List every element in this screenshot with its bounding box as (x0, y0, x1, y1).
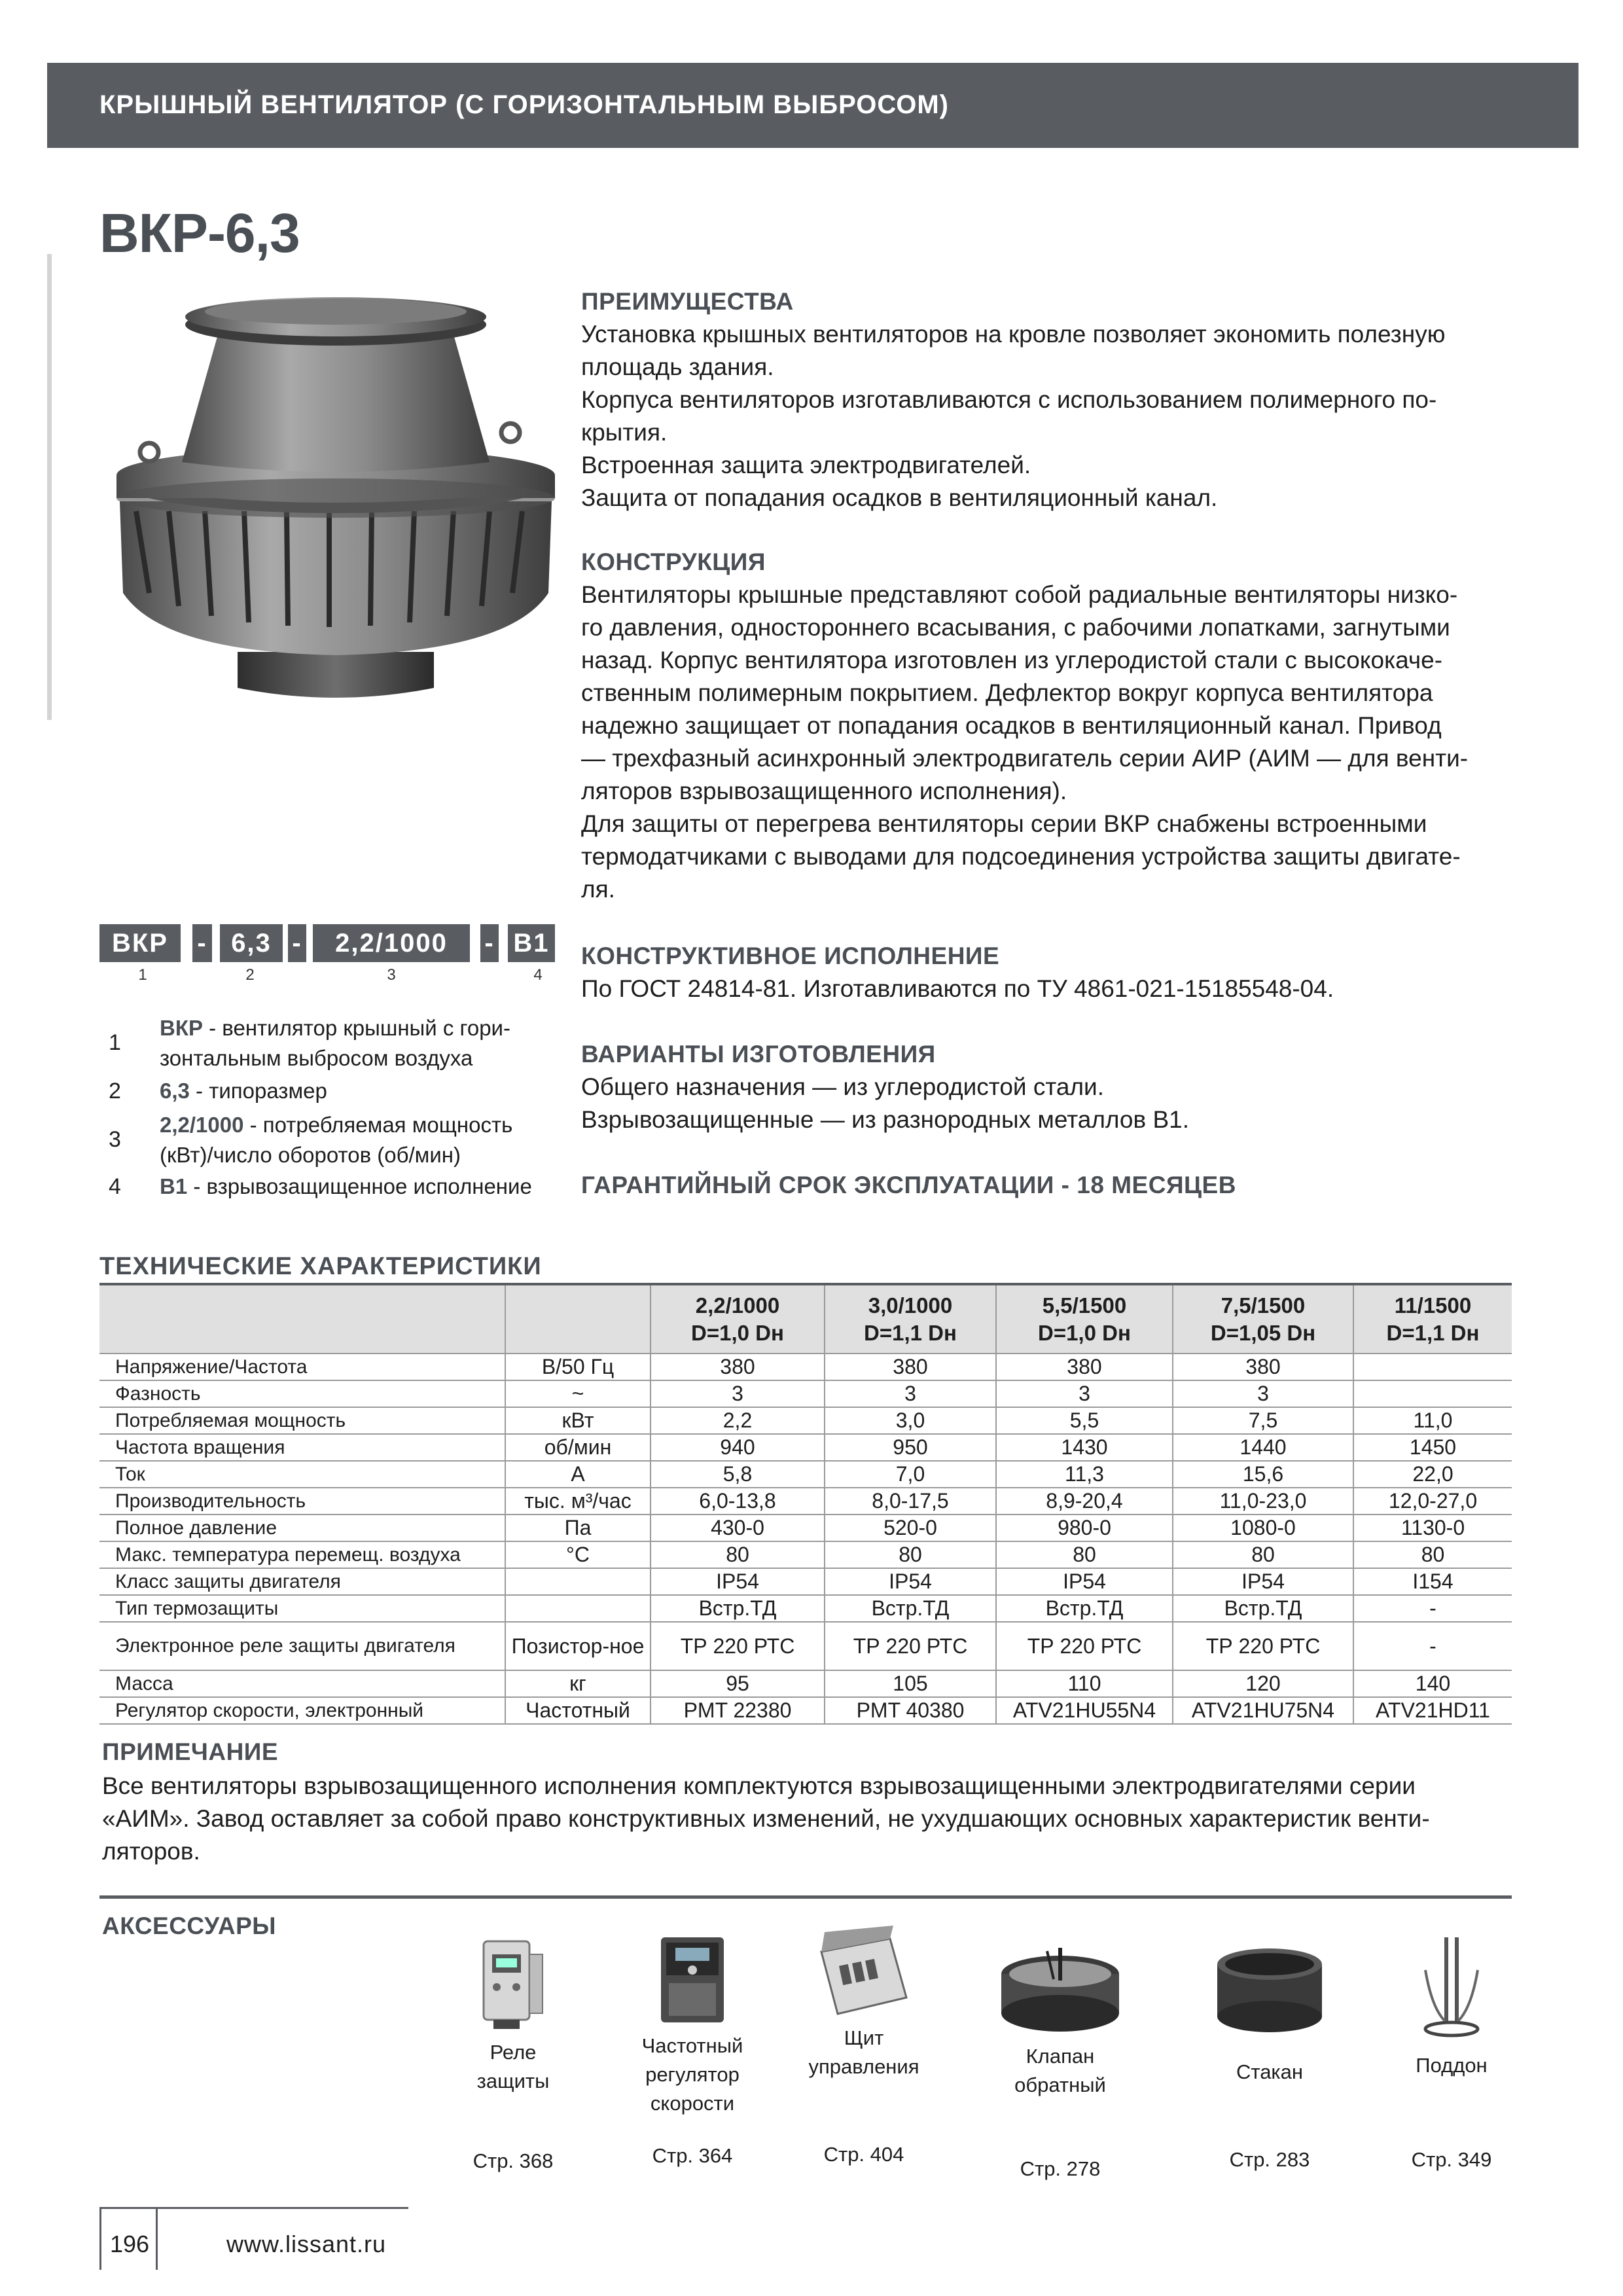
tech-value-cell: ТР 220 РТС (651, 1622, 825, 1670)
tech-value-cell: 80 (1353, 1541, 1512, 1568)
tech-value-cell: ATV21HD11 (1353, 1697, 1512, 1724)
tech-value-cell: ATV21HU55N4 (996, 1697, 1173, 1724)
advantages-heading: ПРЕИМУЩЕСТВА (581, 288, 794, 315)
accessory-label: Щит (844, 2026, 884, 2049)
tech-param-name: Масса (99, 1670, 505, 1697)
tech-param-name: Полное давление (99, 1515, 505, 1541)
tech-param-name: Потребляемая мощность (99, 1407, 505, 1434)
code-dash: - (480, 924, 499, 962)
legend-desc: - вентилятор крышный с гори- (202, 1016, 510, 1040)
tech-param-unit: °С (505, 1541, 651, 1568)
code-number: 4 (533, 966, 543, 984)
tech-value-cell: IP54 (996, 1568, 1173, 1595)
tech-param-unit: тыс. м³/час (505, 1488, 651, 1515)
tech-value-cell: 80 (1173, 1541, 1353, 1568)
tech-row (99, 1595, 1512, 1622)
header-band (47, 63, 1578, 148)
tech-row (99, 1622, 1512, 1670)
tech-param-unit: Па (505, 1515, 651, 1541)
legend-number: 3 (109, 1127, 121, 1152)
legend-key: ВКР (160, 1016, 203, 1040)
variants-text (581, 1071, 1530, 1136)
tech-value-cell: 980-0 (996, 1515, 1173, 1541)
code-number: 2 (245, 966, 255, 984)
tech-value-cell: PMT 40380 (825, 1697, 996, 1724)
tech-value-cell: 3,0 (825, 1407, 996, 1434)
warranty-heading: ГАРАНТИЙНЫЙ СРОК ЭКСПЛУАТАЦИИ - 18 МЕСЯЦЕВ (581, 1172, 1236, 1198)
tech-value-cell: - (1353, 1595, 1512, 1622)
variants-heading: ВАРИАНТЫ ИЗГОТОВЛЕНИЯ (581, 1041, 936, 1067)
construction-line: Вентиляторы крышные представляют собой радиальные вентиляторы низко- (581, 581, 1458, 608)
tech-param-name: Тип термозащиты (99, 1595, 505, 1622)
accessory-page: Стр. 364 (652, 2144, 733, 2167)
code-part-size: 6,3 (220, 924, 283, 962)
tech-row (99, 1515, 1512, 1541)
tech-value-cell: 2,2 (651, 1407, 825, 1434)
tech-value-cell: 80 (996, 1541, 1173, 1568)
tech-column-header: 7,5/1500 D=1,05 Dн (1173, 1284, 1353, 1354)
tech-value-cell: 15,6 (1173, 1461, 1353, 1488)
advantages-line: Встроенная защита электродвигателей. (581, 452, 1031, 478)
code-part-power: 2,2/1000 (313, 924, 470, 962)
mounting-cup-icon (1204, 1941, 1335, 2039)
tech-row (99, 1461, 1512, 1488)
design-heading: КОНСТРУКТИВНОЕ ИСПОЛНЕНИЕ (581, 942, 1000, 969)
variants-line: Взрывозащищенные — из разнородных металлов В1. (581, 1106, 1189, 1133)
tech-param-unit: ~ (505, 1380, 651, 1407)
legend-desc: - типоразмер (189, 1079, 327, 1103)
code-number: 1 (138, 966, 147, 984)
construction-line: назад. Корпус вентилятора изготовлен из углеродистой стали с высококаче- (581, 647, 1443, 673)
tech-value-cell: Встр.ТД (651, 1595, 825, 1622)
tech-value-cell: ТР 220 РТС (996, 1622, 1173, 1670)
tech-value-cell: 105 (825, 1670, 996, 1697)
page-number: 196 (110, 2231, 150, 2257)
tech-param-unit: об/мин (505, 1434, 651, 1461)
tech-value-cell: 8,9-20,4 (996, 1488, 1173, 1515)
tech-value-cell: 11,3 (996, 1461, 1173, 1488)
accessory-label: Поддон (1416, 2054, 1488, 2077)
site-url-link[interactable]: www.lissant.ru (226, 2231, 387, 2257)
tech-param-name: Регулятор скорости, электронный (99, 1697, 505, 1724)
construction-line: го давления, одностороннего всасывания, с рабочими лопатками, загнутыми (581, 614, 1450, 641)
tech-row (99, 1568, 1512, 1595)
tech-value-cell: 8,0-17,5 (825, 1488, 996, 1515)
tech-value-cell: 3 (996, 1380, 1173, 1407)
tech-param-name: Фазность (99, 1380, 505, 1407)
legend-item (160, 1013, 510, 1073)
tech-param-name: Класс защиты двигателя (99, 1568, 505, 1595)
tech-value-cell: 7,0 (825, 1461, 996, 1488)
tech-param-unit: кг (505, 1670, 651, 1697)
tech-value-cell: 120 (1173, 1670, 1353, 1697)
construction-heading: КОНСТРУКЦИЯ (581, 548, 766, 575)
accessory-page: Стр. 368 (473, 2149, 554, 2172)
legend-item (160, 1172, 532, 1202)
tech-value-cell: 11,0 (1353, 1407, 1512, 1434)
tech-row (99, 1670, 1512, 1697)
tech-value-cell: Встр.ТД (996, 1595, 1173, 1622)
footer-divider (156, 2207, 158, 2270)
accessory-label: защиты (476, 2070, 550, 2092)
tech-value-cell: 80 (651, 1541, 825, 1568)
tech-value-cell: 5,8 (651, 1461, 825, 1488)
tech-row (99, 1407, 1512, 1434)
tech-param-unit: А (505, 1461, 651, 1488)
legend-desc: - потребляемая мощность (243, 1113, 513, 1137)
tech-value-cell: 12,0-27,0 (1353, 1488, 1512, 1515)
tech-row (99, 1541, 1512, 1568)
accessory-label: Клапан (1026, 2045, 1095, 2068)
tech-value-cell: 3 (825, 1380, 996, 1407)
tech-title: ТЕХНИЧЕСКИЕ ХАРАКТЕРИСТИКИ (99, 1253, 542, 1280)
tech-row (99, 1380, 1512, 1407)
accessory-label: регулятор (645, 2063, 740, 2086)
accessory-frequency-regulator (607, 1931, 777, 2118)
tech-value-cell (1353, 1380, 1512, 1407)
tech-value-cell: IP54 (1173, 1568, 1353, 1595)
tech-row (99, 1354, 1512, 1380)
code-part-variant: В1 (508, 924, 555, 962)
tech-param-unit: кВт (505, 1407, 651, 1434)
frequency-regulator-icon (647, 1931, 738, 2029)
legend-desc: - взрывозащищенное исполнение (187, 1174, 532, 1198)
tech-row (99, 1488, 1512, 1515)
tech-value-cell: 940 (651, 1434, 825, 1461)
accessory-control-panel (779, 1926, 949, 2081)
tech-value-cell: 11,0-23,0 (1173, 1488, 1353, 1515)
advantages-line: площадь здания. (581, 353, 774, 380)
tech-value-cell: 1450 (1353, 1434, 1512, 1461)
accessory-label: Частотный (641, 2034, 743, 2057)
tech-value-cell: 950 (825, 1434, 996, 1461)
design-text: По ГОСТ 24814-81. Изготавливаются по ТУ 4861-021-15185548-04. (581, 975, 1334, 1002)
tech-value-cell: PMT 22380 (651, 1697, 825, 1724)
tech-table (99, 1283, 1512, 1725)
tech-value-cell: 110 (996, 1670, 1173, 1697)
tech-param-unit: Частотный (505, 1697, 651, 1724)
accessory-label: управления (808, 2055, 919, 2078)
tech-param-name: Частота вращения (99, 1434, 505, 1461)
tech-row (99, 1697, 1512, 1724)
accessory-page: Стр. 283 (1229, 2148, 1310, 2171)
accessory-page: Стр. 278 (1020, 2157, 1101, 2180)
accessory-relay (428, 1935, 598, 2096)
tech-param-unit (505, 1568, 651, 1595)
tech-value-cell: 1080-0 (1173, 1515, 1353, 1541)
tech-header-row (99, 1284, 1512, 1354)
tech-value-cell: 520-0 (825, 1515, 996, 1541)
tech-value-cell: ATV21HU75N4 (1173, 1697, 1353, 1724)
roof-fan-image (110, 285, 562, 711)
header-title: КРЫШНЫЙ ВЕНТИЛЯТОР (С ГОРИЗОНТАЛЬНЫМ ВЫБРОСОМ) (99, 90, 949, 119)
tech-value-cell: ТР 220 РТС (825, 1622, 996, 1670)
tech-value-cell: - (1353, 1622, 1512, 1670)
legend-desc: (кВт)/число оборотов (об/мин) (160, 1143, 461, 1167)
tech-param-unit: Позистор-ное (505, 1622, 651, 1670)
note-line: «АИМ». Завод оставляет за собой право конструктивных изменений, не ухудшающих основных характеристик венти- (102, 1805, 1430, 1832)
tech-row (99, 1434, 1512, 1461)
code-dash: - (192, 924, 212, 962)
tech-value-cell (1353, 1354, 1512, 1380)
tech-value-cell: 3 (1173, 1380, 1353, 1407)
accessory-label: скорости (650, 2092, 735, 2115)
legend-item (160, 1110, 512, 1170)
tech-param-name: Ток (99, 1461, 505, 1488)
construction-line: ляторов взрывозащищенного исполнения). (581, 778, 1067, 804)
tech-value-cell: IP54 (825, 1568, 996, 1595)
accessory-page: Стр. 349 (1411, 2148, 1492, 2171)
construction-line: надежно защищает от попадания осадков в вентиляционный канал. Привод (581, 712, 1442, 739)
accessory-label: Реле (490, 2041, 537, 2064)
code-dash: - (288, 924, 306, 962)
legend-number: 2 (109, 1079, 121, 1103)
tech-value-cell: 95 (651, 1670, 825, 1697)
code-part-vkr: ВКР (99, 924, 181, 962)
tech-param-name: Напряжение/Частота (99, 1354, 505, 1380)
tech-column-header: 11/1500 D=1,1 Dн (1353, 1284, 1512, 1354)
legend-desc: зонтальным выбросом воздуха (160, 1046, 473, 1070)
tech-value-cell: Встр.ТД (825, 1595, 996, 1622)
tech-value-cell: 3 (651, 1380, 825, 1407)
legend-key: 6,3 (160, 1079, 190, 1103)
advantages-line: крытия. (581, 419, 668, 446)
construction-line: — трехфазный асинхронный электродвигатель серии АИР (АИМ — для венти- (581, 745, 1469, 772)
legend-item (160, 1076, 327, 1106)
accessories-heading: АКСЕССУАРЫ (102, 1912, 277, 1939)
advantages-line: Установка крышных вентиляторов на кровле позволяет экономить полезную (581, 321, 1446, 348)
legend-key: 2,2/1000 (160, 1113, 244, 1137)
tech-column-header: 3,0/1000 D=1,1 Dн (825, 1284, 996, 1354)
tech-value-cell: 380 (1173, 1354, 1353, 1380)
accessory-label: обратный (1014, 2073, 1106, 2096)
tech-value-cell: 5,5 (996, 1407, 1173, 1434)
note-line: ляторов. (102, 1838, 200, 1865)
tech-value-cell: 1130-0 (1353, 1515, 1512, 1541)
code-number: 3 (387, 966, 396, 984)
tech-param-name: Макс. температура перемещ. воздуха (99, 1541, 505, 1568)
model-title: ВКР-6,3 (99, 202, 300, 264)
accessory-check-valve (975, 1941, 1145, 2100)
tech-value-cell: Встр.ТД (1173, 1595, 1353, 1622)
check-valve-icon (995, 1941, 1126, 2039)
tech-value-cell: 1430 (996, 1434, 1173, 1461)
tech-value-cell: 80 (825, 1541, 996, 1568)
tech-value-cell: 22,0 (1353, 1461, 1512, 1488)
tech-value-cell: 6,0-13,8 (651, 1488, 825, 1515)
accessories-rule (99, 1895, 1512, 1899)
tech-column-header: 2,2/1000 D=1,0 Dн (651, 1284, 825, 1354)
tech-param-name: Электронное реле защиты двигателя (99, 1622, 505, 1670)
construction-line: Для защиты от перегрева вентиляторы серии ВКР снабжены встроенными (581, 810, 1427, 837)
control-panel-icon (812, 1926, 916, 2024)
accessory-page: Стр. 404 (823, 2143, 904, 2166)
accessory-label: Стакан (1236, 2060, 1304, 2083)
construction-line: ственным полимерным покрытием. Дефлектор вокруг корпуса вентилятора (581, 679, 1433, 706)
tech-header-blank (99, 1284, 505, 1354)
tech-header-blank (505, 1284, 651, 1354)
tech-value-cell: 7,5 (1173, 1407, 1353, 1434)
legend-number: 4 (109, 1174, 121, 1199)
variants-line: Общего назначения — из углеродистой стали. (581, 1073, 1104, 1100)
legend-key: В1 (160, 1174, 188, 1198)
advantages-line: Защита от попадания осадков в вентиляционный канал. (581, 484, 1218, 511)
tech-param-unit: В/50 Гц (505, 1354, 651, 1380)
left-margin-rule (47, 254, 52, 720)
legend-number: 1 (109, 1030, 121, 1055)
accessory-tray (1366, 1931, 1537, 2080)
advantages-line: Корпуса вентиляторов изготавливаются с использованием полимерного по- (581, 386, 1437, 413)
construction-line: ля. (581, 876, 615, 903)
note-heading: ПРИМЕЧАНИЕ (102, 1738, 279, 1765)
accessory-mounting-cup (1185, 1941, 1355, 2087)
tech-param-unit (505, 1595, 651, 1622)
tech-param-name: Производительность (99, 1488, 505, 1515)
tech-value-cell: 1440 (1173, 1434, 1353, 1461)
construction-text (581, 579, 1530, 906)
tech-column-header: 5,5/1500 D=1,0 Dн (996, 1284, 1173, 1354)
advantages-text (581, 318, 1530, 514)
tech-value-cell: IP54 (651, 1568, 825, 1595)
tray-icon (1412, 1931, 1491, 2042)
tech-value-cell: 430-0 (651, 1515, 825, 1541)
tech-value-cell: 380 (996, 1354, 1173, 1380)
tech-value-cell: I154 (1353, 1568, 1512, 1595)
tech-value-cell: 380 (825, 1354, 996, 1380)
relay-icon (467, 1935, 559, 2033)
construction-line: термодатчиками с выводами для подсоединения устройства защиты двигате- (581, 843, 1461, 870)
note-line: Все вентиляторы взрывозащищенного исполнения комплектуются взрывозащищенными электродвигателями серии (102, 1772, 1416, 1799)
tech-value-cell: 140 (1353, 1670, 1512, 1697)
tech-value-cell: 380 (651, 1354, 825, 1380)
tech-value-cell: ТР 220 РТС (1173, 1622, 1353, 1670)
